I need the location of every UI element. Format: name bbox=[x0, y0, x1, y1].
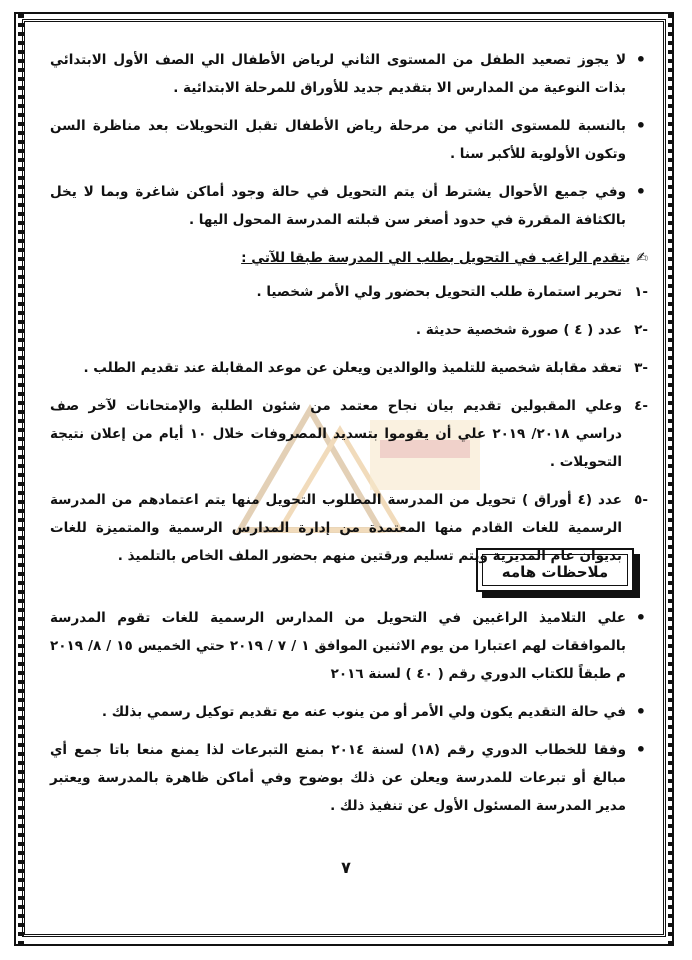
list-item: • بالنسبة للمستوى الثاني من مرحلة رياض الأطفال تقبل التحويلات بعد مناظرة السن وتكون الأولوية للأكبر سنا . bbox=[50, 112, 648, 168]
list-item: • وفي جميع الأحوال يشترط أن يتم التحويل في حالة وجود أماكن شاغرة وبما لا يخل بالكثافة المقررة في حدود أصغر سن قبلته المدرسة المحول اليها . bbox=[50, 178, 648, 234]
list-item: • وفقا للخطاب الدوري رقم (١٨) لسنة ٢٠١٤ بمنع التبرعات لذا يمنع منعا باتا جمع أي مبالغ أو تبرعات للمدرسة ويعلن عن ذلك بوضوح وفي أماكن ظاهرة بالمدرسة ويعتبر مدير المدرسة المسئول الأول عن تنفيذ ذلك . bbox=[50, 736, 648, 820]
list-item: • لا يجوز تصعيد الطفل من المستوى الثاني لرياض الأطفال الي الصف الأول الابتدائي بذات النوعية من المدارس الا بتقديم جديد للأوراق للمرحلة الابتدائية . bbox=[50, 46, 648, 102]
notes-section bbox=[50, 604, 648, 830]
list-item bbox=[50, 354, 648, 382]
border-decoration-right bbox=[668, 14, 674, 946]
document-body bbox=[50, 46, 648, 580]
item-text: تحرير استمارة طلب التحويل بحضور ولي الأمر شخصيا . bbox=[256, 284, 622, 300]
page-number: ٧ bbox=[341, 858, 351, 877]
list-item: • في حالة التقديم يكون ولي الأمر أو من ينوب عنه مع تقديم توكيل رسمي بذلك . bbox=[50, 698, 648, 726]
item-number: -٥ bbox=[634, 492, 648, 508]
item-text: عدد (٤ أوراق ) تحويل من المدرسة المطلوب التحويل منها يتم اعتمادهم من المدرسة الرسمية للغات القادم منها المعتمدة من إدارة المدارس الرسمية والمتميزة للغات بديوان عام المديرية ويتم تسليم ورقتين منهم بحضور الملف الخاص بالتلميذ . bbox=[50, 492, 622, 564]
section-heading bbox=[50, 244, 648, 272]
list-item bbox=[50, 316, 648, 344]
item-number: -٢ bbox=[634, 322, 648, 338]
item-text: وعلي المقبولين تقديم بيان نجاح معتمد من شئون الطلبة والإمتحانات لآخر صف دراسي ٢٠١٨/ ٢٠١٩ علي أن يقوموا بتسديد المصروفات خلال ١٠ أيام من إعلان نتيجة التحويلات . bbox=[50, 398, 622, 470]
item-number: -٤ bbox=[634, 398, 648, 414]
notes-title-box bbox=[476, 548, 634, 592]
item-text: تعقد مقابلة شخصية للتلميذ والوالدين ويعلن عن موعد المقابلة عند تقديم الطلب . bbox=[83, 360, 622, 376]
item-text: عدد ( ٤ ) صورة شخصية حديثة . bbox=[415, 322, 622, 338]
list-item bbox=[50, 278, 648, 306]
notes-title: ملاحظات هامه bbox=[482, 554, 628, 586]
border-decoration-left bbox=[18, 14, 24, 946]
list-item: • علي التلاميذ الراغبين في التحويل من المدارس الرسمية للغات تقوم المدرسة بالموافقات لهم اعتبارا من يوم الاثنين الموافق ١ / ٧ / ٢٠١٩ حتي الخميس ١٥ / ٨/ ٢٠١٩ م طبقاً للكتاب الدوري رقم ( ٤٠ ) لسنة ٢٠١٦ bbox=[50, 604, 648, 688]
item-number: -١ bbox=[634, 284, 648, 300]
pen-icon: ✍ bbox=[636, 250, 648, 266]
section-heading-text: يتقدم الراغب في التحويل بطلب الي المدرسة طبقا للآتي : bbox=[241, 250, 631, 266]
item-number: -٣ bbox=[634, 360, 648, 376]
list-item bbox=[50, 392, 648, 476]
